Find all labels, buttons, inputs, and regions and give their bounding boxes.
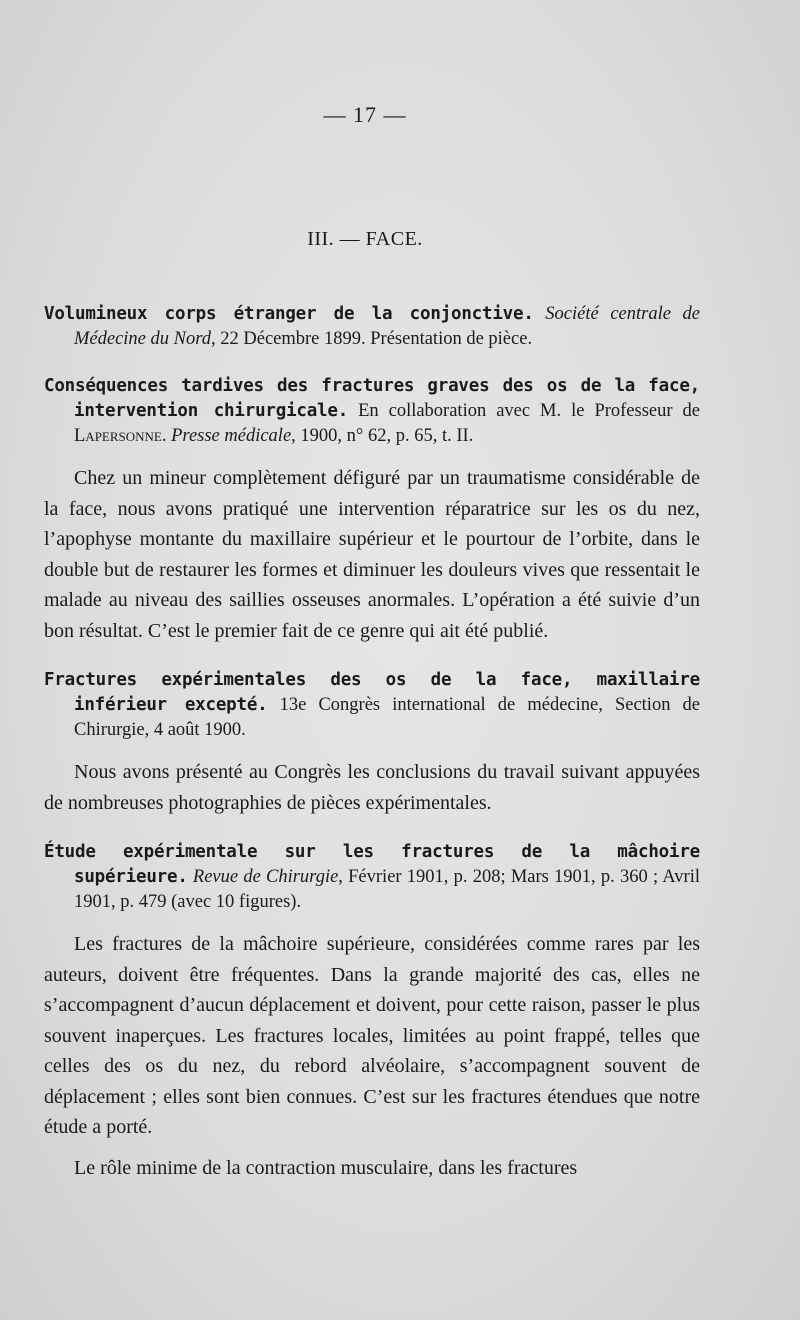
entry-author: Lapersonne (74, 426, 162, 446)
entry-summary: Les fractures de la mâchoire supérieure, considérées comme rares par les auteurs, doivent être fréquentes. Dans la grande majorité des cas, elles ne s’accompagnent d’aucun déplacement et doivent, pour cette raison, passer le plus souvent inaperçues. Les fractures locales, limitées au point frappé, telles que celles des os du nez, du rebord alvéolaire, s’accompagnent souvent de déplacement ; elles sont bien connues. C’est sur les fractures étendues que notre étude a porté. (44, 933, 700, 1138)
bibliography-entry (44, 302, 700, 352)
entry-journal: Société centrale de Médecine du Nord (74, 304, 700, 349)
entry-citation (44, 302, 700, 352)
entry-title: Étude expérimentale sur les fractures de la mâchoire supérieure. (44, 842, 700, 887)
entry-details: , Février 1901, p. 208; Mars 1901, p. 360 ; Avril 1901, p. 479 (avec 10 figures). (74, 867, 700, 912)
bibliography-entry (44, 840, 700, 1183)
entry-title: Volumineux corps étranger de la conjonctive. (44, 304, 534, 324)
bibliography-entry (44, 668, 700, 818)
entry-summary-continued: Le rôle minime de la contraction musculaire, dans les fractures (74, 1156, 578, 1179)
section-title: III. — FACE. (307, 228, 423, 250)
entry-citation (44, 840, 700, 915)
entry-details: , 1900, n° 62, p. 65, t. II. (291, 426, 474, 446)
bibliography-entry (44, 374, 700, 646)
entry-citation (44, 374, 700, 449)
entry-title: Conséquences tardives des fractures graves des os de la face, intervention chirurgicale. (44, 376, 700, 421)
entry-details: , 22 Décembre 1899. Présentation de pièce. (211, 329, 533, 349)
entry-citation (44, 668, 700, 743)
entry-title: Fractures expérimentales des os de la face, maxillaire inférieur excepté. (44, 670, 700, 715)
entry-separator: . (161, 426, 172, 446)
entry-journal: Presse médicale (171, 426, 292, 446)
page-number: — 17 — (323, 102, 407, 127)
entry-details: 13e Congrès international de médecine, Section de Chirurgie, 4 août 1900. (74, 695, 701, 740)
entry-summary: Nous avons présenté au Congrès les conclusions du travail suivant appuyées de nombreuses photographies de pièces expérimentales. (44, 761, 700, 814)
entry-collaboration: En collaboration avec M. le Professeur de (348, 401, 700, 421)
page-content (44, 302, 700, 1183)
entry-summary: Chez un mineur complètement défiguré par un traumatisme considérable de la face, nous avons pratiqué une intervention réparatrice sur les os du nez, l’apophyse montante du maxillaire supérieur et le pourtour de l’orbite, dans le double but de restaurer les formes et diminuer les douleurs vives que ressentait le malade au niveau des saillies osseuses anormales. L’opération a été suivie d’un bon résultat. C’est le premier fait de ce genre qui ait été publié. (44, 467, 700, 642)
entry-journal: Revue de Chirurgie (192, 867, 339, 887)
